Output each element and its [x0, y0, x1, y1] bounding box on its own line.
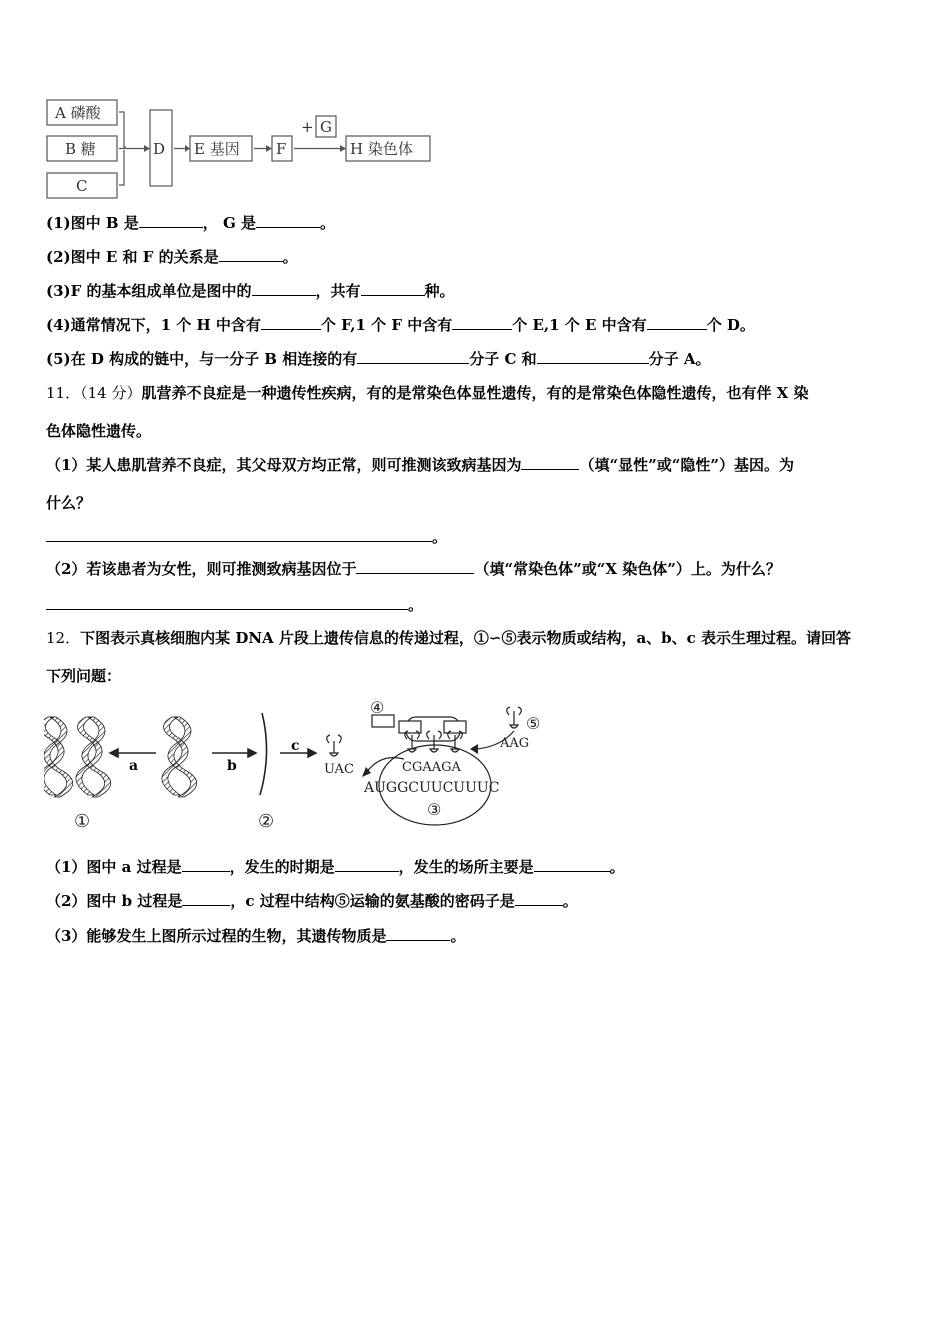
gene-expression-diagram [44, 697, 544, 837]
answer-blank[interactable] [182, 857, 230, 872]
q11-stem-line1: 11．（14 分）肌营养不良症是一种遗传性疾病，有的是常染色体显性遗传，有的是常染色体隐性遗传，也有伴 X 染 [46, 384, 809, 402]
answer-blank[interactable] [537, 349, 649, 364]
answer-blank[interactable] [452, 315, 512, 330]
box-b-sugar: B 糖 [65, 140, 96, 158]
q10-part5: (5)在 D 构成的链中，与一分子 B 相连接的有 分子 C 和 分子 A。 [46, 350, 711, 368]
answer-blank[interactable] [139, 213, 203, 228]
q10-part4: (4)通常情况下，1 个 H 中含有 个 F,1 个 F 中含有 个 E,1 个 E 中含有 个 D。 [46, 316, 755, 334]
answer-blank[interactable] [386, 926, 450, 941]
answer-blank[interactable] [182, 891, 230, 906]
label-b: b [227, 758, 237, 774]
answer-blank[interactable] [256, 213, 320, 228]
answer-blank[interactable] [647, 315, 707, 330]
dna-helix-icon [76, 717, 111, 797]
answer-blank[interactable] [335, 857, 399, 872]
mrna-strand-icon [260, 713, 267, 795]
answer-blank[interactable] [46, 527, 432, 542]
q10-part3: (3)F 的基本组成单位是图中的 ，共有 种。 [46, 282, 455, 300]
anticodon-aag: AAG [500, 736, 530, 751]
q11-number: 11． [46, 384, 81, 402]
q12-stem-line2: 下列问题： [46, 667, 122, 685]
trna-icon [327, 707, 522, 756]
dna-helix-icon [44, 717, 73, 797]
label-c: c [291, 738, 300, 754]
q10-part1: (1)图中 B 是 ， G 是 。 [46, 214, 336, 232]
answer-blank[interactable] [534, 857, 610, 872]
box-g: G [320, 118, 332, 136]
q12-part1: （1）图中 a 过程是 ，发生的时期是 ，发生的场所主要是 。 [46, 858, 625, 876]
mrna-sequence: AUGGCUUCUUUC [364, 780, 500, 796]
q11-part2: （2）若该患者为女性，则可推测致病基因位于 （填“常染色体”或“X 染色体”）上。为什么？ [46, 560, 781, 578]
box-c: C [76, 177, 88, 195]
plus-sign: + [301, 118, 314, 136]
box-a-phosphate: A 磷酸 [55, 104, 101, 122]
circle-label-2: ② [258, 811, 275, 832]
circle-label-4: ④ [370, 698, 385, 717]
q11-part1-reason: 。 [46, 526, 447, 547]
composition-diagram [44, 96, 434, 201]
box-d: D [153, 140, 166, 158]
answer-blank[interactable] [356, 559, 474, 574]
circle-label-5: ⑤ [526, 714, 541, 733]
q12-stem-line1: 12．下图表示真核细胞内某 DNA 片段上遗传信息的传递过程，①∽⑤表示物质或结构，a、b、c 表示生理过程。请回答 [46, 629, 852, 647]
answer-blank[interactable] [357, 349, 469, 364]
q12-number: 12． [46, 629, 81, 647]
answer-blank[interactable] [515, 891, 563, 906]
answer-blank[interactable] [252, 281, 316, 296]
q10-part2: (2)图中 E 和 F 的关系是 。 [46, 248, 298, 266]
answer-blank[interactable] [361, 281, 425, 296]
q11-part2-reason: 。 [46, 594, 423, 615]
q11-score: （14 分） [80, 384, 142, 402]
dna-helix-icon [162, 717, 197, 797]
answer-blank[interactable] [46, 595, 408, 610]
q12-part3: （3）能够发生上图所示过程的生物，其遗传物质是 。 [46, 927, 466, 945]
answer-blank[interactable] [219, 247, 283, 262]
q11-part1: （1）某人患肌营养不良症，其父母双方均正常，则可推测该致病基因为 （填“显性”或“隐性”）基因。为 [46, 456, 794, 474]
box-h-chromosome: H 染色体 [350, 140, 413, 158]
answer-blank[interactable] [261, 315, 321, 330]
circle-label-1: ① [74, 811, 91, 832]
anticodon-uac: UAC [324, 762, 354, 777]
q11-stem-line2: 色体隐性遗传。 [46, 422, 152, 440]
label-a: a [129, 758, 139, 774]
circle-label-3: ③ [427, 800, 442, 819]
box-f: F [276, 140, 287, 158]
answer-blank[interactable] [521, 455, 579, 470]
q11-part1-why: 什么？ [46, 494, 92, 512]
q12-part2: （2）图中 b 过程是 ，c 过程中结构⑤运输的氨基酸的密码子是 。 [46, 892, 578, 910]
anticodons-cgaaga: CGAAGA [402, 760, 461, 775]
box-e-gene: E 基因 [194, 140, 240, 158]
